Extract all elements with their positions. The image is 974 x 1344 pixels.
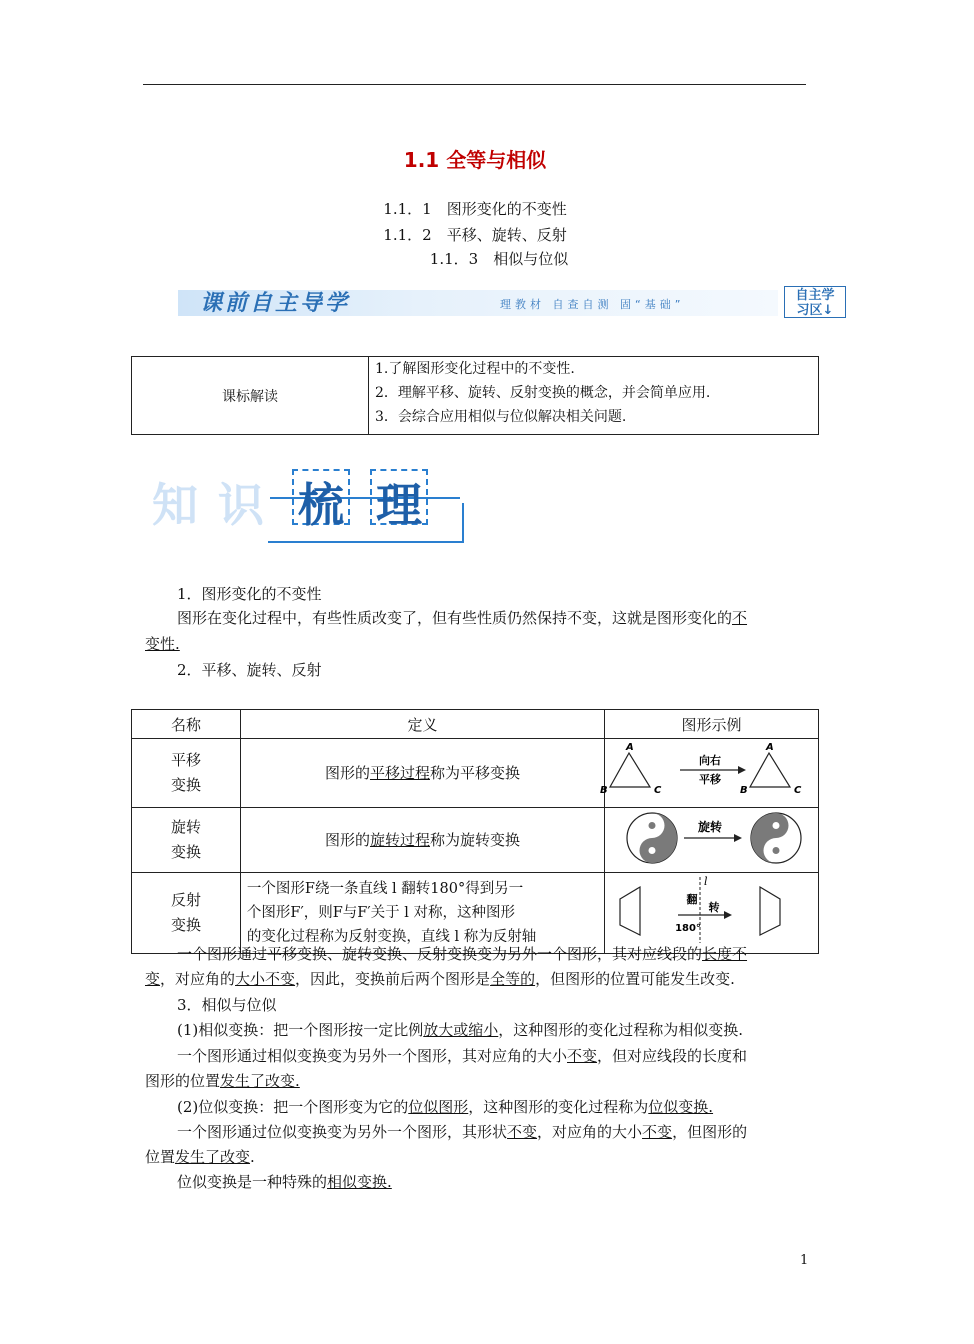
section-1-text-cont (145, 631, 180, 657)
s3-text: ，这种图形的变化过程称为相似变换. (498, 1021, 744, 1039)
axis-label: l (703, 875, 708, 888)
row-name (132, 808, 241, 873)
label-A1: A (625, 742, 634, 753)
s1-text: 图形在变化过程中，有些性质改变了，但有些性质仍然保持不变，这就是图形变化的 (177, 609, 733, 627)
name-line: 旋转 (170, 818, 201, 836)
subtitle-3: 1.1．3 相似与位似 (429, 250, 569, 268)
table-row (132, 739, 819, 808)
s3-blank: 发生了改变 (175, 1148, 251, 1166)
summary-line-1 (177, 941, 817, 967)
name-line: 平移 (170, 751, 201, 769)
s3-blank: 位似变换. (648, 1098, 714, 1116)
s3-text: . (250, 1148, 255, 1166)
s3-text: (1)相似变换：把一个图形按一定比例 (177, 1021, 424, 1039)
name-line: 变换 (170, 916, 201, 934)
kb-char-2: 识 (218, 478, 264, 532)
rotate-label: 旋转 (697, 820, 722, 834)
row-def (240, 808, 604, 873)
s3-blank: 发生了改变. (220, 1072, 300, 1090)
section-3-line-2 (177, 1043, 747, 1069)
s3-text: 一个图形通过相似变换变为另外一个图形，其对应角的大小 (177, 1047, 568, 1065)
s3-blank: 放大或缩小 (423, 1021, 499, 1039)
banner-title: 课前自主导学 (200, 291, 351, 316)
table-header-row (132, 710, 819, 739)
s3-blank: 不变 (507, 1123, 538, 1141)
section-3-line-5 (177, 1119, 747, 1145)
summary-line-2 (145, 966, 735, 992)
def-text: 图形的 (324, 831, 370, 849)
yin-yang-rotated-icon (751, 813, 801, 863)
label-B1: B (599, 785, 608, 796)
def-line: 的变化过程称为反射变换，直线 l 称为反射轴 (246, 929, 537, 945)
kb-char-1: 知 (152, 478, 198, 532)
row-def (240, 739, 604, 808)
def-text: 称为旋转变换 (429, 831, 520, 849)
section-3-line-1 (177, 1017, 743, 1043)
flip-angle-label: 180° (674, 923, 701, 934)
s3-text: (2)位似变换：把一个图形变为它的 (177, 1098, 409, 1116)
summary-text: ，但图形的位置可能发生改变. (535, 970, 735, 988)
summary-text: ，因此，变换前后两个图形是 (295, 970, 491, 988)
s3-blank: 位似图形 (408, 1098, 469, 1116)
s3-text: ，但对应线段的长度和 (597, 1047, 748, 1065)
label-B2: B (739, 785, 748, 796)
section-3-line-4 (177, 1094, 713, 1120)
arrow-bottom-label: 平移 (698, 773, 721, 786)
table-row (132, 808, 819, 873)
s1-blank-b: 变性. (145, 635, 180, 653)
arrow-head (734, 834, 742, 842)
def-blank: 平移过程 (369, 764, 430, 782)
section-3-heading: 3．相似与位似 (177, 996, 277, 1014)
knowledge-banner (148, 463, 468, 545)
banner-tag-line2: 习区↓ (796, 303, 834, 318)
s3-blank: 不变 (642, 1123, 673, 1141)
s3-blank: 相似变换. (327, 1173, 392, 1191)
shape-right (760, 887, 780, 935)
goal-item: 2．理解平移、旋转、反射变换的概念，并会简单应用. (375, 385, 711, 401)
banner-slogan: 理教材 自查自测 固“基础” (500, 298, 685, 311)
fig-translation (599, 739, 819, 808)
translation-figure (599, 739, 818, 803)
arrow-head (724, 911, 732, 919)
yin-yang-icon (627, 813, 677, 863)
section-3-line-7 (177, 1169, 392, 1195)
top-rule (143, 84, 806, 85)
fig-rotation (605, 808, 819, 873)
banner-tag (784, 286, 846, 318)
def-text: 图形的 (324, 764, 370, 782)
section-3-line-6 (145, 1144, 255, 1170)
page-number: 1 (800, 1253, 809, 1268)
summary-blank: 变 (145, 970, 161, 988)
col-header-fig: 图形示例 (605, 710, 819, 739)
pre-class-banner (178, 286, 848, 320)
s3-text: ，但图形的 (672, 1123, 748, 1141)
goals-table (131, 356, 819, 435)
subtitle-1: 1.1．1 图形变化的不变性 (383, 200, 567, 218)
goal-item: 1.了解图形变化过程中的不变性. (375, 361, 575, 377)
s1-blank-a: 不 (732, 609, 748, 627)
s3-text: 一个图形通过位似变换变为另外一个图形，其形状 (177, 1123, 508, 1141)
reflection-figure (606, 873, 818, 949)
arrow-top-label: 向右 (698, 754, 721, 767)
s3-text: 位置 (145, 1148, 176, 1166)
goals-items (369, 357, 819, 435)
s3-text: 图形的位置 (145, 1072, 221, 1090)
goal-item: 3．会综合应用相似与位似解决相关问题. (375, 409, 627, 425)
section-1-text (177, 605, 817, 631)
name-line: 反射 (170, 891, 201, 909)
s3-blank: 不变 (567, 1047, 598, 1065)
label-A2: A (765, 742, 774, 753)
summary-text: 一个图形通过平移变换、旋转变换、反射变换变为另外一个图形，其对应线段的 (177, 945, 703, 963)
col-header-def: 定义 (240, 710, 604, 739)
col-header-name: 名称 (132, 710, 241, 739)
s3-text: ，对应角的大小 (537, 1123, 643, 1141)
summary-blank: 大小不变 (235, 970, 296, 988)
goals-label: 课标解读 (132, 357, 369, 435)
s3-text: 位似变换是一种特殊的 (177, 1173, 328, 1191)
shape-left (620, 887, 640, 935)
name-line: 变换 (170, 843, 201, 861)
rotation-figure (606, 808, 818, 868)
name-line: 变换 (170, 776, 201, 794)
summary-blank: 全等的 (490, 970, 536, 988)
subtitle-2: 1.1．2 平移、旋转、反射 (383, 226, 567, 244)
section-3-line-3 (145, 1068, 300, 1094)
section-1-heading: 1．图形变化的不变性 (177, 585, 322, 603)
label-C1: C (653, 785, 661, 796)
def-text: 称为平移变换 (429, 764, 520, 782)
transformations-table (131, 709, 819, 954)
kb-char-3: 梳 (298, 478, 344, 532)
def-line: 个图形F′，则F与F′关于 l 对称，这种图形 (246, 905, 516, 921)
label-C2: C (793, 785, 801, 796)
summary-text: ，对应角的 (160, 970, 236, 988)
section-2-heading: 2．平移、旋转、反射 (177, 661, 322, 679)
flip-label-top: 翻 (686, 893, 698, 906)
summary-blank: 长度不 (702, 945, 748, 963)
def-line: 一个图形F绕一条直线 l 翻转180°得到另一 (246, 881, 524, 897)
page-title: 1.1 全等与相似 (403, 148, 547, 172)
def-blank: 旋转过程 (369, 831, 430, 849)
banner-tag-line1: 自主学 (795, 288, 835, 303)
arrow-head (738, 766, 746, 774)
flip-label-mid: 转 (708, 901, 720, 914)
kb-char-4: 理 (376, 478, 422, 532)
s3-text: ，这种图形的变化过程称为 (468, 1098, 649, 1116)
row-name (132, 739, 241, 808)
